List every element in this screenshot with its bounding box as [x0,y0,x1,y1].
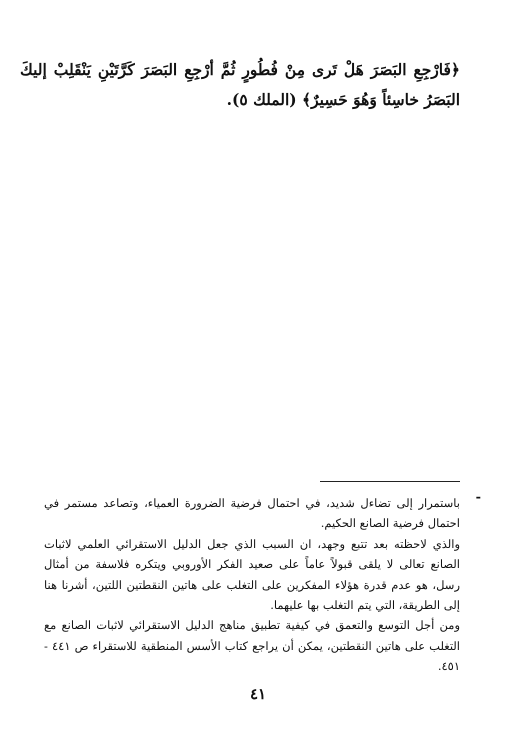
quran-verse: ﴿فَارْجِعِ البَصَرَ هَلْ تَرى مِنْ فُطُورٍ ثُمَّ أرْجِعِ البَصَرَ كَرَّتَيْنِ يَنْقَلِبْ إليكَ البَصَرُ خاسِئاً وَهُوَ حَسِيرٌ﴾ (الملك ٥). [20,60,460,109]
footnote-paragraph: والذي لاحظته بعد تتبع وجهد، ان السبب الذي جعل الدليل الاستقرائي العلمي لاثبات الصانع تعالى لا يلقى قبولاً عاماً على صعيد الفكر الأوروبي ويتكره فلاسفة من أمثال رسل، هو عدم قدرة هؤلاء المفكرين على التغلب على هاتين النقطتين اللتين، أشرنا هنا إلى الطريقة، التي يتم التغلب بها عليهما. [44,536,460,613]
footnote-separator [320,481,460,482]
page-number: ٤١ [249,685,267,703]
footnote-marker: - [475,490,481,505]
footnote [44,493,460,677]
footnote-paragraph: باستمرار إلى تضاءل شديد، في احتمال فرضية الضرورة العمياء، وتصاعد مستمر في احتمال فرضية الصانع الحكيم. [44,496,460,531]
footnote-paragraph: ومن أجل التوسع والتعمق في كيفية تطبيق مناهج الدليل الاستقرائي لاثبات الصانع مع التغلب على هاتين النقطتين، يمكن أن يراجع كتاب الأسس المنطقية للاستقراء ص ٤٤١ - ٤٥١. [44,618,460,674]
